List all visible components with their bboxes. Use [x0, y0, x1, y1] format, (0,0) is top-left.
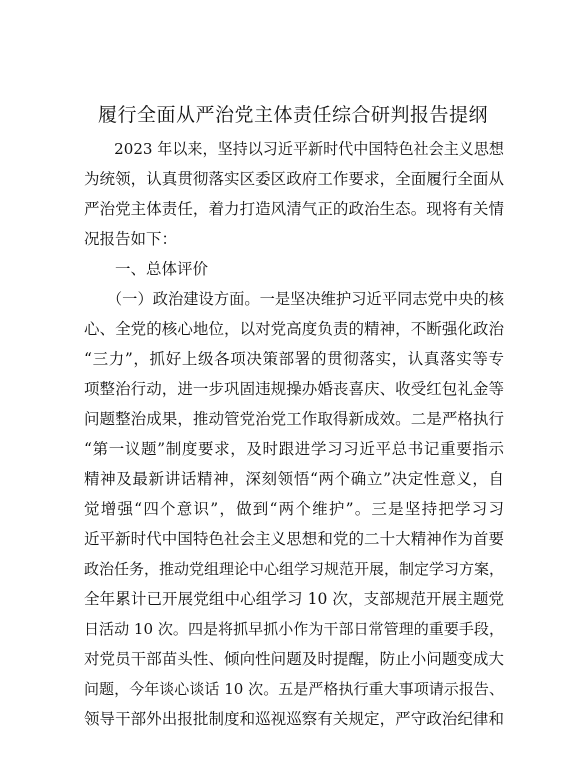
document-title: 履行全面从严治党主体责任综合研判报告提纲 [97, 104, 488, 126]
body-line-6: （一）政治建设方面。一是坚决维护习近平同志党中央的核 [84, 290, 504, 308]
body-line-9: 项整治行动，进一步巩固违规操办婚丧喜庆、收受红包礼金等 [84, 380, 504, 398]
body-line-17: 日活动 10 次。四是将抓早抓小作为干部日常管理的重要手段， [84, 620, 504, 638]
body-line-19: 问题，今年谈心谈话 10 次。五是严格执行重大事项请示报告、 [84, 680, 504, 698]
body-line-18: 对党员干部苗头性、倾向性问题及时提醒，防止小问题变成大 [84, 650, 504, 668]
body-line-1: 2023 年以来，坚持以习近平新时代中国特色社会主义思想 [84, 140, 504, 158]
body-line-13: 觉增强“四个意识”，做到“两个维护”。三是坚持把学习习 [84, 500, 504, 518]
body-line-11: “第一议题”制度要求，及时跟进学习习近平总书记重要指示 [84, 440, 504, 458]
body-line-14: 近平新时代中国特色社会主义思想和党的二十大精神作为首要 [84, 530, 504, 548]
body-line-20: 领导干部外出报批制度和巡视巡察有关规定，严守政治纪律和 [84, 710, 504, 728]
body-line-3: 严治党主体责任，着力打造风清气正的政治生态。现将有关情 [84, 200, 504, 218]
section-heading: 一、总体评价 [84, 260, 209, 278]
body-line-2: 为统领，认真贯彻落实区委区政府工作要求，全面履行全面从 [84, 170, 504, 188]
body-line-12: 精神及最新讲话精神，深刻领悟“两个确立”决定性意义，自 [84, 470, 504, 488]
body-line-8: “三力”，抓好上级各项决策部署的贯彻落实，认真落实等专 [84, 350, 504, 368]
body-line-7: 心、全党的核心地位，以对党高度负责的精神，不断强化政治 [84, 320, 504, 338]
body-line-10: 问题整治成果，推动管党治党工作取得新成效。二是严格执行 [84, 410, 504, 428]
body-line-4: 况报告如下： [84, 230, 178, 248]
body-line-15: 政治任务，推动党组理论中心组学习规范开展，制定学习方案， [84, 560, 505, 578]
body-line-16: 全年累计已开展党组中心组学习 10 次，支部规范开展主题党 [84, 590, 504, 608]
